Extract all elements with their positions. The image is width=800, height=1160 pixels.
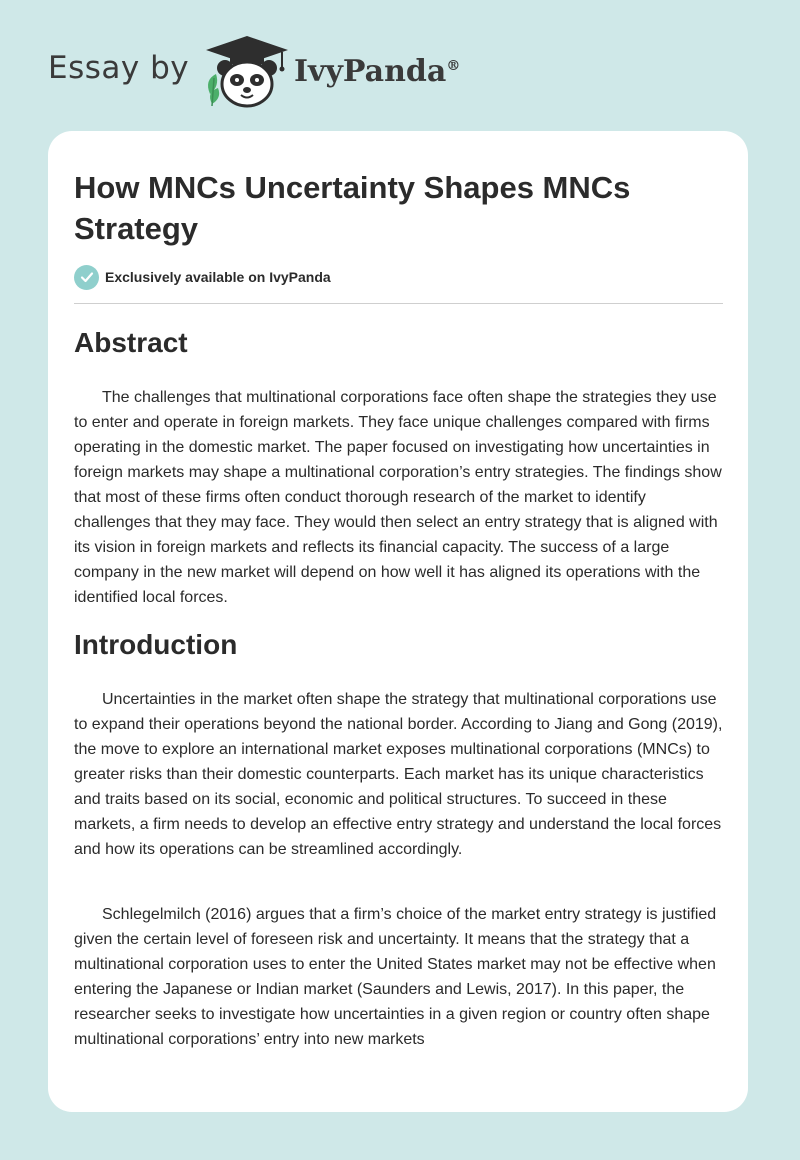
divider bbox=[74, 303, 723, 304]
section-heading-introduction: Introduction bbox=[74, 629, 238, 660]
page-title: How MNCs Uncertainty Shapes MNCs Strategy bbox=[74, 170, 631, 246]
exclusive-badge bbox=[74, 264, 331, 290]
section-heading-abstract: Abstract bbox=[74, 327, 188, 358]
panda-logo-icon[interactable] bbox=[202, 34, 292, 110]
check-circle-icon bbox=[74, 265, 99, 290]
abstract-paragraph: The challenges that multinational corporations face often shape the strategies they use to enter and operate in foreign markets. They face unique challenges compared with firms operating in the domestic market. The paper focused on investigating how uncertainties in foreign markets may shape a multinational corporation’s entry strategies. The findings show that most of these firms often conduct thorough research of the market to identify challenges that they may face. They would then select an entry strategy that is aligned with its vision in foreign markets and reflects its financial capacity. The success of a large company in the new market will depend on how well it has aligned its operations with the identified local forces. bbox=[74, 389, 722, 606]
exclusive-badge-label: Exclusively available on IvyPanda bbox=[105, 269, 331, 285]
site-header bbox=[48, 34, 648, 114]
introduction-paragraph-1: Uncertainties in the market often shape the strategy that multinational corporations use to expand their operations beyond the national border. According to Jiang and Gong (2019), the move to explore an international market exposes multinational corporations (MNCs) to greater risks than their domestic counterparts. Each market has its unique characteristics and traits based on its social, economic and political structures. To succeed in these markets, a firm needs to develop an effective entry strategy and understand the local forces and how its operations can be streamlined accordingly. bbox=[74, 691, 723, 858]
brand-name[interactable]: IvyPanda® bbox=[294, 54, 461, 89]
essay-card bbox=[48, 131, 748, 1112]
introduction-paragraph-2: Schlegelmilch (2016) argues that a firm’s choice of the market entry strategy is justified given the certain level of foreseen risk and uncertainty. It means that the strategy that a multinational corporation uses to enter the United States market may not be effective when entering the Japanese or Indian market (Saunders and Lewis, 2017). In this paper, the researcher seeks to investigate how uncertainties in a given region or country often shape multinational corporations’ entry into new markets bbox=[74, 906, 717, 1048]
essay-by-label: Essay by bbox=[48, 50, 190, 86]
